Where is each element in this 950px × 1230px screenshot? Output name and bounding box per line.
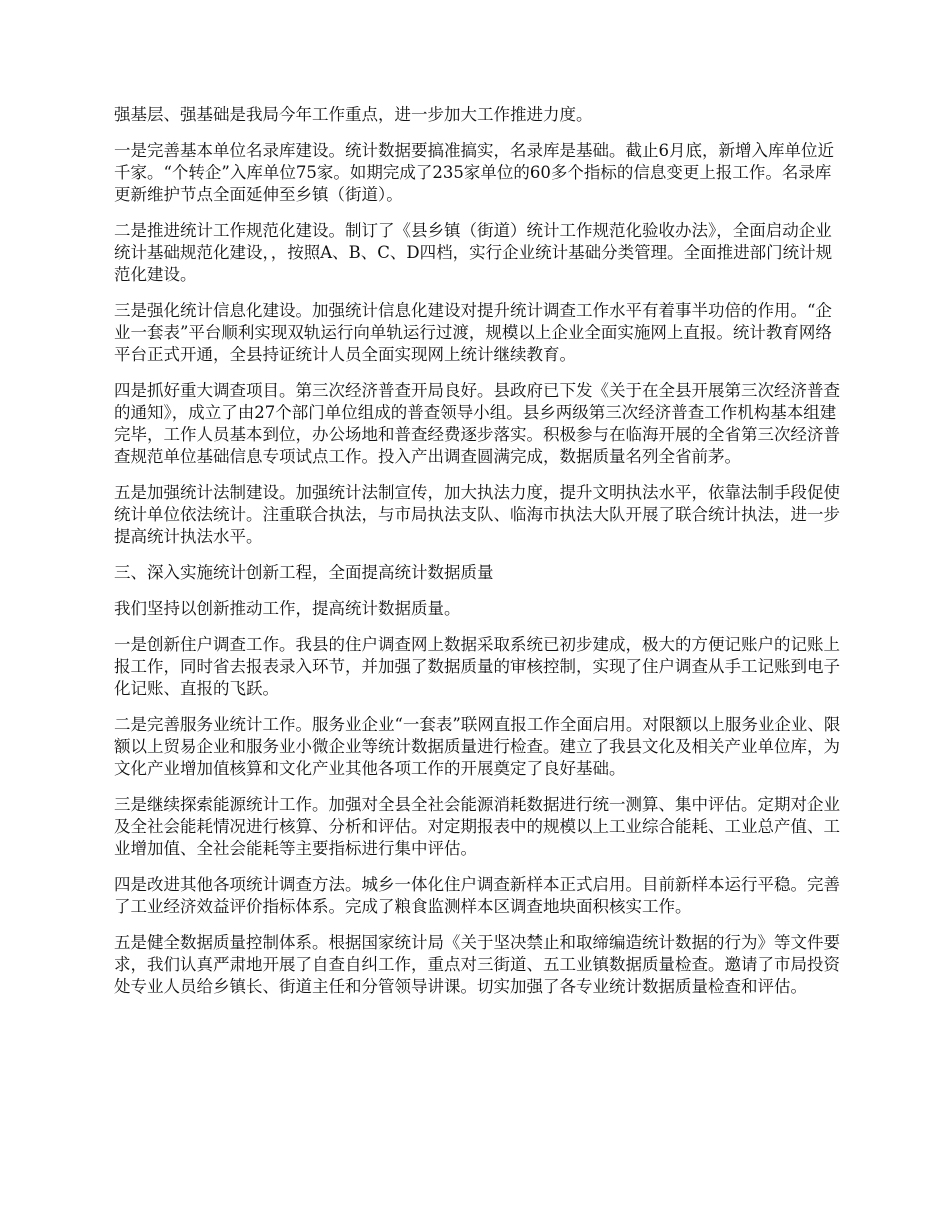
paragraph-directory-database: 一是完善基本单位名录库建设。统计数据要搞准搞实，名录库是基础。截止6月底，新增入库单位近千家。“个转企”入库单位75家。如期完成了235家单位的60多个指标的信息变更上报工作。名录库更新维护节点全面延伸至乡镇（街道）。: [114, 141, 834, 204]
paragraph-major-surveys: 四是抓好重大调查项目。第三次经济普查开局良好。县政府已下发《关于在全县开展第三次经济普查的通知》，成立了由27个部门单位组成的普查领导小组。县乡两级第三次经济普查工作机构基本组建完毕，工作人员基本到位，办公场地和普查经费逐步落实。积极参与在临海开展的全省第三次经济普查规范单位基础信息专项试点工作。投入产出调查圆满完成，数据质量名列全省前茅。: [114, 381, 840, 466]
paragraph-standardization: 二是推进统计工作规范化建设。制订了《县乡镇（街道）统计工作规范化验收办法》，全面启动企业统计基础规范化建设，，按照A、B、C、D四档，实行企业统计基础分类管理。全面推进部门统计规范化建设。: [114, 221, 833, 284]
document-body: [114, 104, 842, 1012]
paragraph-service-industry: 二是完善服务业统计工作。服务业企业“一套表”联网直报工作全面启用。对限额以上服务业企业、限额以上贸易企业和服务业小微企业等统计数据质量进行检查。建立了我县文化及相关产业单位库，为文化产业增加值核算和文化产业其他各项工作的开展奠定了良好基础。: [114, 715, 841, 778]
paragraph-quality-control: 五是健全数据质量控制体系。根据国家统计局《关于坚决禁止和取缔编造统计数据的行为》等文件要求，我们认真严肃地开展了自查自纠工作，重点对三街道、五工业镇数据质量检查。邀请了市局投资处专业人员给乡镇长、街道主任和分管领导讲课。切实加强了各专业统计数据质量检查和评估。: [114, 933, 840, 996]
paragraph-household-survey: 一是创新住户调查工作。我县的住户调查网上数据采取系统已初步建成，极大的方便记账户的记账上报工作，同时省去报表录入环节，并加强了数据质量的审核控制，实现了住户调查从手工记账到电子化记账、直报的飞跃。: [114, 635, 840, 698]
paragraph-legal-system: 五是加强统计法制建设。加强统计法制宣传，加大执法力度，提升文明执法水平，依靠法制手段促使统计单位依法统计。注重联合执法，与市局执法支队、临海市执法大队开展了联合统计执法，进一步提高统计执法水平。: [114, 483, 840, 546]
paragraph-informatization: 三是强化统计信息化建设。加强统计信息化建设对提升统计调查工作水平有着事半功倍的作用。“企业一套表”平台顺利实现双轨运行向单轨运行过渡，规模以上企业全面实施网上直报。统计教育网络平台正式开通，全县持证统计人员全面实现网上统计继续教育。: [114, 301, 832, 364]
paragraph-survey-methods: 四是改进其他各项统计调查方法。城乡一体化住户调查新样本正式启用。目前新样本运行平稳。完善了工业经济效益评价指标体系。完成了粮食监测样本区调查地块面积核实工作。: [114, 875, 840, 916]
paragraph-energy-statistics: 三是继续探索能源统计工作。加强对全县全社会能源消耗数据进行统一测算、集中评估。定期对企业及全社会能耗情况进行核算、分析和评估。对定期报表中的规模以上工业综合能耗、工业总产值、工业增加值、全社会能耗等主要指标进行集中评估。: [114, 795, 840, 858]
paragraph-innovation-intro: 我们坚持以创新推动工作，提高统计数据质量。: [114, 599, 461, 618]
section-heading-innovation: 三、深入实施统计创新工程，全面提高统计数据质量: [114, 563, 494, 582]
paragraph-intro: 强基层、强基础是我局今年工作重点，进一步加大工作推进力度。: [114, 105, 593, 124]
